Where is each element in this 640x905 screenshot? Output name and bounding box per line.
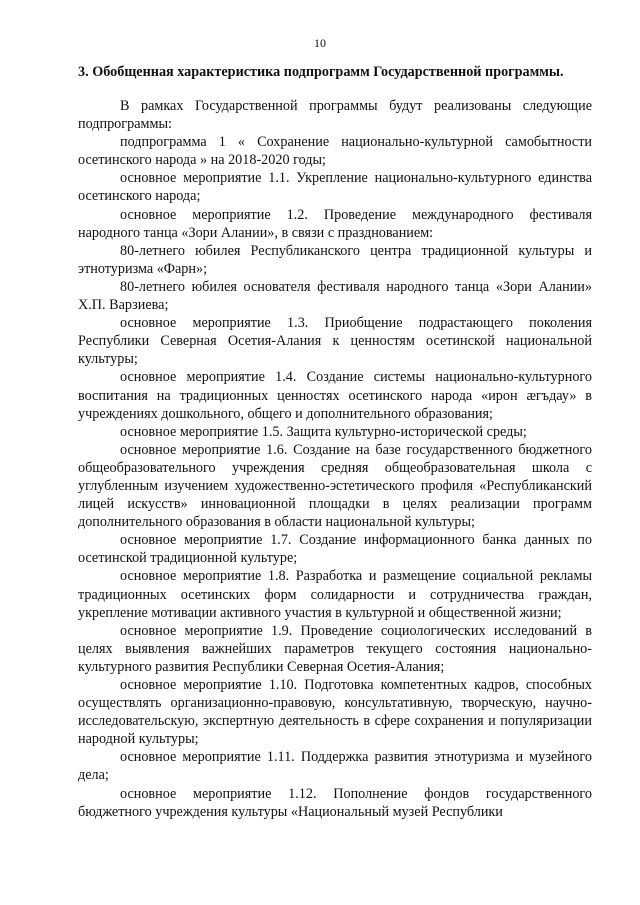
paragraph-measure-1-11: основное мероприятие 1.11. Поддержка развития этнотуризма и музейного дела; xyxy=(78,749,592,784)
paragraph-measure-1-12: основное мероприятие 1.12. Пополнение фондов государственного бюджетного учреждения культуры «Национальный музей Республики xyxy=(78,785,592,820)
paragraph-measure-1-6: основное мероприятие 1.6. Создание на базе государственного бюджетного общеобразовательного учреждения средняя общеобразовательная школа с углубленным изучением художественно-эстетического профиля «Республиканский лицей искусств» инновационной площадки в целях реализации программ дополнительного образования в области национальной культуры; xyxy=(78,441,592,531)
paragraph-measure-1-4: основное мероприятие 1.4. Создание системы национально-культурного воспитания на традиционных ценностях осетинского народа «ирон æгъдау» в учреждениях дошкольного, общего и дополнительного образования; xyxy=(78,369,592,422)
paragraph-measure-1-3: основное мероприятие 1.3. Приобщение подрастающего поколения Республики Северная Осетия-Алания к ценностям осетинской национальной культуры; xyxy=(78,315,592,368)
section-title: 3. Обобщенная характеристика подпрограмм Государственной программы. xyxy=(78,64,564,80)
paragraph-measure-1-9: основное мероприятие 1.9. Проведение социологических исследований в целях выявления важнейших параметров текущего состояния национально-культурного развития Республики Северная Осетия-Алания; xyxy=(78,622,592,675)
paragraph-measure-1-1: основное мероприятие 1.1. Укрепление национально-культурного единства осетинского народа; xyxy=(78,170,592,205)
paragraph-subprogram-1: подпрограмма 1 « Сохранение национально-культурной самобытности осетинского народа » на 2018-2020 годы; xyxy=(78,134,592,169)
page-number: 10 xyxy=(314,36,326,50)
paragraph-measure-1-7: основное мероприятие 1.7. Создание информационного банка данных по осетинской традиционной культуре; xyxy=(78,532,592,567)
paragraph-measure-1-2: основное мероприятие 1.2. Проведение международного фестиваля народного танца «Зори Алании», в связи с празднованием: xyxy=(78,206,592,241)
paragraph-measure-1-10: основное мероприятие 1.10. Подготовка компетентных кадров, способных осуществлять организационно-правовую, консультативную, творческую, научно-исследовательскую, экспертную деятельность в сфере сохранения и популяризации народной культуры; xyxy=(78,677,592,748)
paragraph-measure-1-5: основное мероприятие 1.5. Защита культурно-исторической среды; xyxy=(120,423,527,440)
paragraph-jubilee-farn: 80-летнего юбилея Республиканского центра традиционной культуры и этнотуризма «Фарн»; xyxy=(78,242,592,277)
paragraph-jubilee-varziev: 80-летнего юбилея основателя фестиваля народного танца «Зори Алании» Х.П. Варзиева; xyxy=(78,278,592,314)
paragraph-intro: В рамках Государственной программы будут реализованы следующие подпрограммы: xyxy=(78,98,592,133)
paragraph-measure-1-8: основное мероприятие 1.8. Разработка и размещение социальной рекламы традиционных осетинских форм солидарности и сотрудничества граждан, укрепление мотивации активного участия в культурной и общественной жизни; xyxy=(78,568,592,621)
document-body xyxy=(78,97,592,821)
